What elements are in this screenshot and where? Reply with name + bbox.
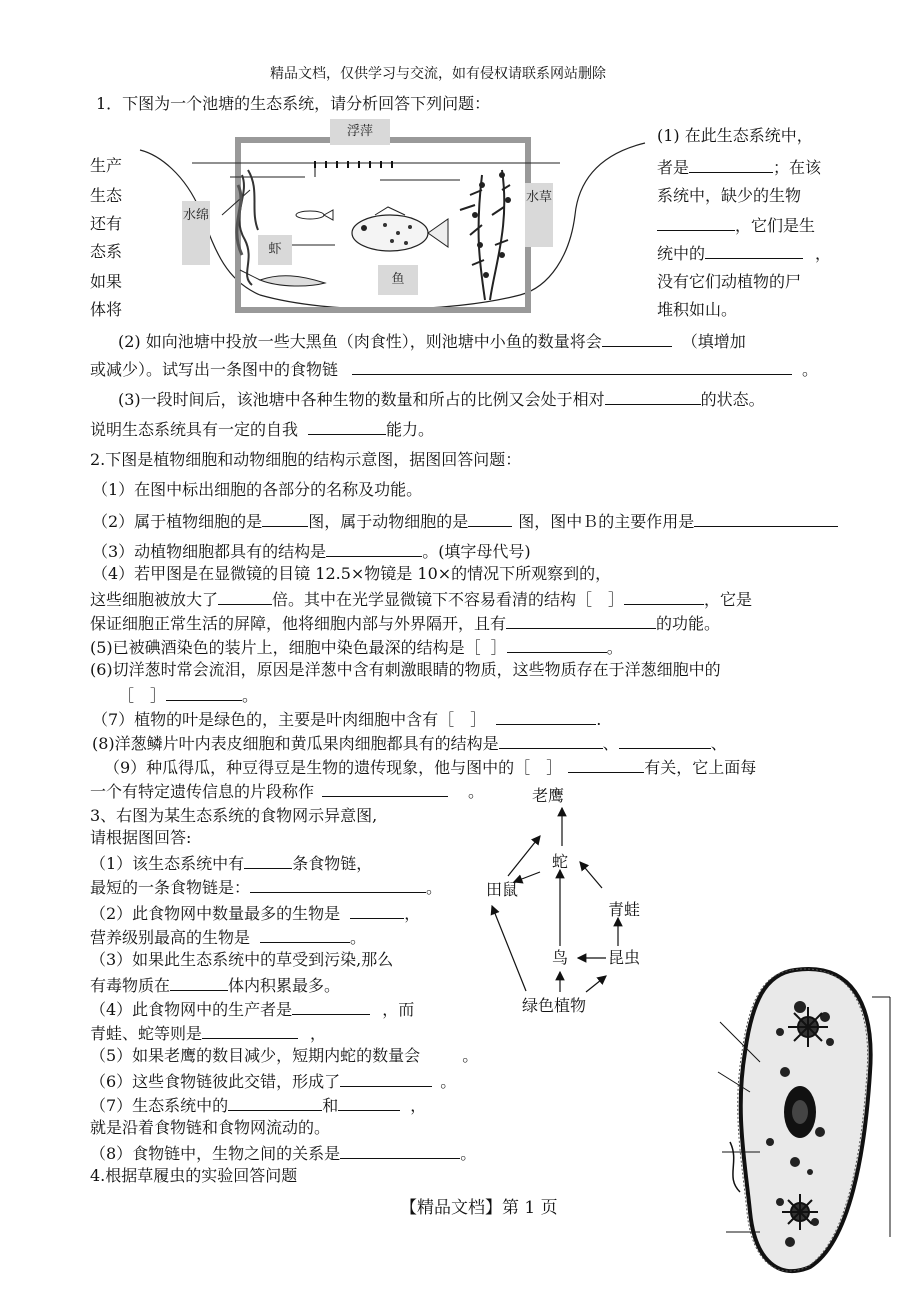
q3-l14 <box>90 1142 476 1164</box>
q1-left-5: 如果 <box>90 272 123 291</box>
q3-l8b: ，而 <box>382 1000 415 1019</box>
q3-l13: 就是沿着食物链和食物网流动的。 <box>90 1118 331 1137</box>
label-algae: 水绵 <box>182 201 210 265</box>
web-frog: 青蛙 <box>608 900 641 919</box>
q3-l7 <box>90 974 340 996</box>
paramecium-image <box>700 962 900 1282</box>
q2-l3b: 。(填字母代号) <box>422 542 531 561</box>
q2-l7b: ］ <box>490 638 507 657</box>
label-duckweed: 浮萍 <box>330 119 390 145</box>
q1-r5a: 统中的 <box>657 244 706 263</box>
q2-l2a: （2）属于植物细胞的是 <box>92 512 263 531</box>
web-plant: 绿色植物 <box>522 996 587 1015</box>
label-shrimp: 虾 <box>258 235 292 265</box>
q1-r5b: ， <box>815 244 832 263</box>
label-waterweed: 水草 <box>525 183 553 247</box>
q2-blank-struct2[interactable] <box>619 732 711 749</box>
q3-l3a: 最短的一条食物链是： <box>90 878 251 897</box>
q3-blank-producer[interactable] <box>292 998 370 1015</box>
q3-l5 <box>90 926 366 948</box>
q2-title: 2.下图是植物细胞和动物细胞的结构示意图，据图回答问题： <box>90 450 522 469</box>
q1-r7: 堆积如山。 <box>657 300 738 319</box>
q3-blank-most[interactable] <box>350 902 404 919</box>
q3-blank-highest[interactable] <box>260 926 350 943</box>
q3-blank-chains[interactable] <box>244 852 292 869</box>
q2-l9 <box>118 684 258 706</box>
q3-l9a: 青蛙、蛇等则是 <box>90 1024 203 1043</box>
q2-l12 <box>104 756 756 778</box>
q2-l6b: 的功能。 <box>656 614 721 633</box>
q2-l5 <box>90 588 752 610</box>
q3-l7b: 体内积累最多。 <box>228 976 341 995</box>
q3-title: 3、右图为某生态系统的食物网示异意图, <box>90 806 378 825</box>
q2-l12a: （9）种瓜得瓜，种豆得豆是生物的遗传现象，他与图中的［ <box>104 758 531 777</box>
food-web-diagram <box>478 786 668 1026</box>
q2-l2c: 图，图中Ｂ的主要作用是 <box>518 512 695 531</box>
q2-l10b: ］ <box>470 710 487 729</box>
q2-l10a: （7）植物的叶是绿色的，主要是叶肉细胞中含有［ <box>92 710 455 729</box>
q1-p2d: 。 <box>802 360 819 379</box>
q2-l11c: 、 <box>710 734 727 753</box>
q3-l6: （3）如果此生态系统中的草受到污染,那么 <box>90 950 394 969</box>
page-header: 精品文档，仅供学习与交流，如有侵权请联系网站删除 <box>270 66 606 82</box>
q1-r3: 系统中，缺少的生物 <box>657 186 802 205</box>
q1-p3c: 说明生态系统具有一定的自我 <box>90 420 299 439</box>
q2-l13b: 。 <box>468 782 485 801</box>
q1-p3d: 能力。 <box>386 420 435 439</box>
pond-diagram <box>130 115 650 320</box>
q2-l3 <box>92 540 531 562</box>
q1-blank-producer[interactable] <box>689 156 773 173</box>
q3-l4b: ， <box>404 904 421 923</box>
q3-blank-relation[interactable] <box>340 1142 460 1159</box>
q3-l7a: 有毒物质在 <box>90 976 171 995</box>
q1-p3-line2 <box>90 418 434 440</box>
q2-blank-b-function[interactable] <box>694 510 838 527</box>
q2-l5b: 倍。其中在光学显微镜下不容易看清的结构［ <box>272 590 593 609</box>
q2-blank-gene[interactable] <box>322 780 448 797</box>
q3-blank-foodweb[interactable] <box>340 1070 432 1087</box>
q3-l11b: 。 <box>440 1072 457 1091</box>
q2-l9b: ］ <box>150 686 167 705</box>
q3-l10b: 。 <box>462 1046 479 1065</box>
q3-l11 <box>90 1070 456 1092</box>
q3-l3 <box>90 876 442 898</box>
q3-blank-toxin[interactable] <box>170 974 228 991</box>
q3-l5a: 营养级别最高的生物是 <box>90 928 251 947</box>
q2-blank-plant[interactable] <box>262 510 308 527</box>
q1-p2a: (2) 如向池塘中投放一些大黑鱼（肉食性），则池塘中小鱼的数量将会 <box>118 332 602 351</box>
q2-l10 <box>92 708 601 730</box>
q2-l3a: （3）动植物细胞都具有的结构是 <box>92 542 327 561</box>
q3-l12 <box>90 1094 426 1116</box>
q1-left-3: 还有 <box>90 214 123 233</box>
q1-blank-regulation[interactable] <box>308 418 386 435</box>
q2-blank-control[interactable] <box>506 612 656 629</box>
label-fish: 鱼 <box>378 265 418 295</box>
q2-l11 <box>92 732 727 754</box>
q2-l13a: 一个有特定遗传信息的片段称作 <box>90 782 315 801</box>
q3-l10 <box>90 1046 478 1066</box>
q3-l14b: 。 <box>460 1144 477 1163</box>
q2-blank-magnify[interactable] <box>218 588 272 605</box>
q1-r4 <box>657 214 815 236</box>
page-footer: 【精品文档】第 1 页 <box>400 1198 558 1218</box>
web-insect: 昆虫 <box>608 948 641 967</box>
q2-blank-membrane[interactable] <box>624 588 704 605</box>
q3-l12c: ， <box>410 1096 427 1115</box>
q1-p2-line1 <box>118 330 746 352</box>
q1-title: 1．下图为一个池塘的生态系统，请分析回答下列问题： <box>96 94 491 113</box>
q3-l12a: （7）生态系统中的 <box>90 1096 229 1115</box>
q2-l10c: . <box>596 710 602 729</box>
q2-l7 <box>90 636 623 658</box>
q3-l9b: ， <box>310 1024 327 1043</box>
web-snake: 蛇 <box>552 852 569 871</box>
q3-l9 <box>90 1022 326 1044</box>
q2-blank-nucleus[interactable] <box>568 756 644 773</box>
q2-l7c: 。 <box>606 638 623 657</box>
q3-l4a: （2）此食物网中数量最多的生物是 <box>90 904 341 923</box>
web-bird: 鸟 <box>552 948 569 967</box>
q1-blank-fishcount[interactable] <box>602 330 672 347</box>
q1-p2-line2 <box>90 358 818 380</box>
q1-p3b: 的状态。 <box>700 390 765 409</box>
q3-l2a: （1）该生态系统中有 <box>90 854 245 873</box>
q2-l13 <box>90 780 484 802</box>
q2-l6 <box>90 612 720 634</box>
q3-blank-flow2[interactable] <box>338 1094 400 1111</box>
q2-l2b: 图，属于动物细胞的是 <box>308 512 469 531</box>
q1-r5 <box>657 242 831 264</box>
q2-l1: （1）在图中标出细胞的各部分的名称及功能。 <box>92 480 423 499</box>
q1-left-2: 生态 <box>90 186 123 205</box>
q3-l5b: 。 <box>350 928 367 947</box>
q1-blank-foodchain[interactable] <box>352 358 792 375</box>
q2-l11b: 、 <box>602 734 619 753</box>
q1-left-4: 态系 <box>90 242 123 261</box>
q2-l2 <box>92 510 838 532</box>
q3-blank-flow1[interactable] <box>228 1094 322 1111</box>
q1-r1: (1) 在此生态系统中， <box>657 126 813 145</box>
q2-l12b: ］ <box>546 758 563 777</box>
q2-blank-animal[interactable] <box>468 510 512 527</box>
q3-l2b: 条食物链， <box>292 854 373 873</box>
q4-title: 4.根据草履虫的实验回答问题 <box>90 1166 298 1185</box>
q2-l11a: (8)洋葱鳞片叶内表皮细胞和黄瓜果肉细胞都具有的结构是 <box>92 734 499 753</box>
q2-l5a: 这些细胞被放大了 <box>90 590 219 609</box>
q1-r2b: ；在该 <box>773 158 822 177</box>
q2-blank-chloroplast[interactable] <box>496 708 596 725</box>
q3-l1: 请根据图回答: <box>90 828 192 847</box>
q3-l10: （5）如果老鹰的数目减少，短期内蛇的数量会 <box>90 1046 421 1065</box>
q2-blank-common[interactable] <box>326 540 422 557</box>
q1-left-1: 生产 <box>90 156 123 175</box>
q1-r4-text: ，它们是生 <box>735 216 816 235</box>
q2-blank-stain[interactable] <box>507 636 607 653</box>
q2-blank-struct1[interactable] <box>499 732 603 749</box>
q1-blank-missing[interactable] <box>657 214 735 231</box>
q1-r6: 没有它们动植物的尸 <box>657 272 802 291</box>
q1-blank-role[interactable] <box>705 242 803 259</box>
q2-blank-vacuole[interactable] <box>166 684 242 701</box>
q3-l11a: （6）这些食物链彼此交错，形成了 <box>90 1072 341 1091</box>
q2-l6a: 保证细胞正常生活的屏障，他将细胞内部与外界隔开，且有 <box>90 614 507 633</box>
q1-p3a: (3)一段时间后，该池塘中各种生物的数量和所占的比例又会处于相对 <box>118 390 605 409</box>
q3-l3b: 。 <box>426 878 443 897</box>
q3-blank-shortest[interactable] <box>250 876 426 893</box>
q3-l8 <box>90 998 414 1020</box>
q2-l9c: 。 <box>242 686 259 705</box>
web-eagle: 老鹰 <box>532 786 565 805</box>
q3-blank-consumer[interactable] <box>202 1022 298 1039</box>
q2-l5d: ，它是 <box>704 590 753 609</box>
q1-left-6: 体将 <box>90 300 123 319</box>
q3-l8a: （4）此食物网中的生产者是 <box>90 1000 293 1019</box>
paramecium-illustration <box>700 962 900 1282</box>
q3-l14a: （8）食物链中，生物之间的关系是 <box>90 1144 341 1163</box>
q2-l7a: (5)已被碘酒染色的装片上，细胞中染色最深的结构是［ <box>90 638 481 657</box>
q3-l2 <box>90 852 372 874</box>
q1-p3-line1 <box>118 388 765 410</box>
q1-blank-balance[interactable] <box>605 388 701 405</box>
q2-l12c: 有关，它上面每 <box>644 758 757 777</box>
q2-l9a: ［ <box>118 686 135 705</box>
q1-r2a: 者是 <box>657 158 690 177</box>
q2-l4: （4）若甲图是在显微镜的目镜 12.5×物镜是 10×的情况下所观察到的， <box>92 564 612 583</box>
q1-p2b: （填增加 <box>681 332 746 351</box>
q3-l12b: 和 <box>322 1096 339 1115</box>
web-mouse: 田鼠 <box>486 880 519 899</box>
q1-p2c: 或减少）。试写出一条图中的食物链 <box>90 360 339 379</box>
q2-l8: (6)切洋葱时常会流泪，原因是洋葱中含有刺激眼睛的物质，这些物质存在于洋葱细胞中的 <box>90 660 721 679</box>
q3-l4 <box>90 902 420 924</box>
q1-r2 <box>657 156 821 178</box>
q2-l5c: ］ <box>608 590 625 609</box>
